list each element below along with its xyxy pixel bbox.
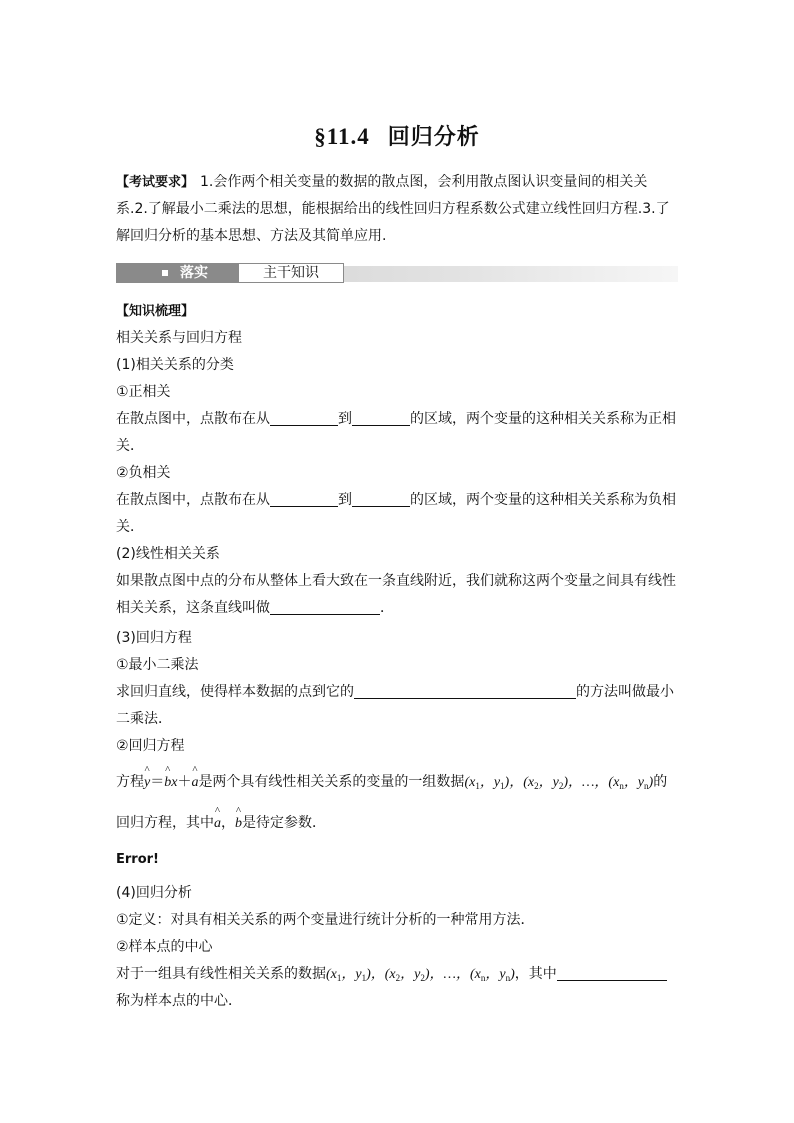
text-span: ，其中	[514, 966, 557, 982]
positive-correlation-heading: ①正相关	[116, 384, 171, 400]
banner-right: 主干知识	[238, 263, 344, 283]
sample-center-heading: ②样本点的中心	[116, 939, 213, 955]
subsection-2: (2)线性相关关系	[116, 546, 220, 562]
text-span: 的区域，两个变量的这种相关关系称为负相	[410, 492, 676, 508]
a-hat: ^ a	[214, 810, 221, 837]
fill-blank[interactable]	[354, 682, 576, 699]
text-span: 在散点图中，点散布在从	[116, 492, 270, 508]
subsection-3: (3)回归方程	[116, 630, 192, 646]
subsection-1: (1)相关关系的分类	[116, 357, 234, 373]
fill-blank[interactable]	[557, 964, 667, 981]
b-hat: ^ b	[235, 810, 242, 837]
fill-blank[interactable]	[352, 490, 410, 507]
text-span: 的方法叫做最小	[576, 684, 674, 700]
square-bullet-icon	[162, 270, 168, 276]
y-hat: ^ y	[144, 769, 150, 796]
positive-correlation-tail: 关．	[116, 438, 144, 454]
regression-equation-text-2: 回归方程，其中^ a，^ b是待定参数．	[116, 810, 326, 837]
linear-correlation-text: 如果散点图中点的分布从整体上看大致在一条直线附近，我们就称这两个变量之间具有线性	[116, 573, 676, 589]
text-span: 相关关系，这条直线叫做	[116, 600, 270, 616]
section-banner	[116, 262, 678, 284]
negative-correlation-text	[116, 487, 676, 514]
sample-center-tail: 称为样本点的中心．	[116, 993, 242, 1009]
regression-definition: ①定义：对具有相关关系的两个变量进行统计分析的一种常用方法．	[116, 912, 535, 928]
section-title: 回归分析	[387, 125, 480, 150]
requirement-item-1: 1.会作两个相关变量的数据的散点图，会利用散点图认识变量间的相关关系.	[116, 174, 648, 217]
text-span: 对于一组具有线性相关关系的数据	[116, 966, 326, 982]
text-span: 求回归直线，使得样本数据的点到它的	[116, 684, 354, 700]
positive-correlation-text	[116, 406, 676, 433]
text-span: 到	[338, 411, 352, 427]
text-span: 在散点图中，点散布在从	[116, 411, 270, 427]
text-span: 的区域，两个变量的这种相关关系称为正相	[410, 411, 676, 427]
negative-correlation-heading: ②负相关	[116, 465, 171, 481]
section-number: §11.4	[314, 124, 370, 149]
requirement-item-3: 3.了解回归分析的基本思想、方法及其简单应用.	[116, 201, 670, 244]
page-title	[0, 120, 794, 151]
banner-left-label: 落实	[180, 265, 208, 281]
least-squares-text	[116, 679, 674, 706]
negative-correlation-tail: 关．	[116, 519, 144, 535]
least-squares-heading: ①最小二乘法	[116, 657, 199, 673]
subsection-4: (4)回归分析	[116, 885, 192, 901]
knowledge-heading: 相关关系与回归方程	[116, 330, 242, 346]
fill-blank[interactable]	[352, 409, 410, 426]
a-hat: ^ a	[191, 769, 198, 796]
text-span: 是待定参数．	[242, 815, 326, 831]
text-span: 是两个具有线性相关关系的变量的一组数据	[198, 774, 465, 790]
b-hat: ^ b	[164, 769, 171, 796]
text-span: 到	[338, 492, 352, 508]
requirement-item-2: 2.了解最小二乘法的思想，能根据给出的线性回归方程系数公式建立线性回归方程.	[134, 201, 643, 217]
text-span: ．	[380, 600, 394, 616]
banner-left	[116, 263, 238, 283]
sample-center-text: 对于一组具有线性相关关系的数据($x_1$，$y_1$)，($x_2$，$y_2$)，…，($x_n$，$y_n$)，其中	[116, 961, 667, 992]
exam-requirement	[116, 169, 678, 250]
text-span: 的	[653, 774, 668, 790]
linear-correlation-text-2	[116, 595, 394, 622]
fill-blank[interactable]	[270, 598, 380, 615]
fill-blank[interactable]	[270, 409, 338, 426]
regression-equation-text: 方程^ y＝^ bx＋^ a是两个具有线性相关关系的变量的一组数据($x_1$，$y_1$)，($x_2$，$y_2$)，…，($x_n$，$y_n$)的	[116, 769, 667, 800]
requirement-tag: 【考试要求】	[116, 175, 195, 190]
least-squares-tail: 二乘法．	[116, 711, 172, 727]
error-text: Error!	[116, 852, 159, 867]
fill-blank[interactable]	[270, 490, 338, 507]
text-span: 回归方程，其中	[116, 815, 214, 831]
text-span: 方程	[116, 774, 144, 790]
regression-equation-heading: ②回归方程	[116, 738, 185, 754]
knowledge-tag: 【知识梳理】	[116, 304, 195, 319]
